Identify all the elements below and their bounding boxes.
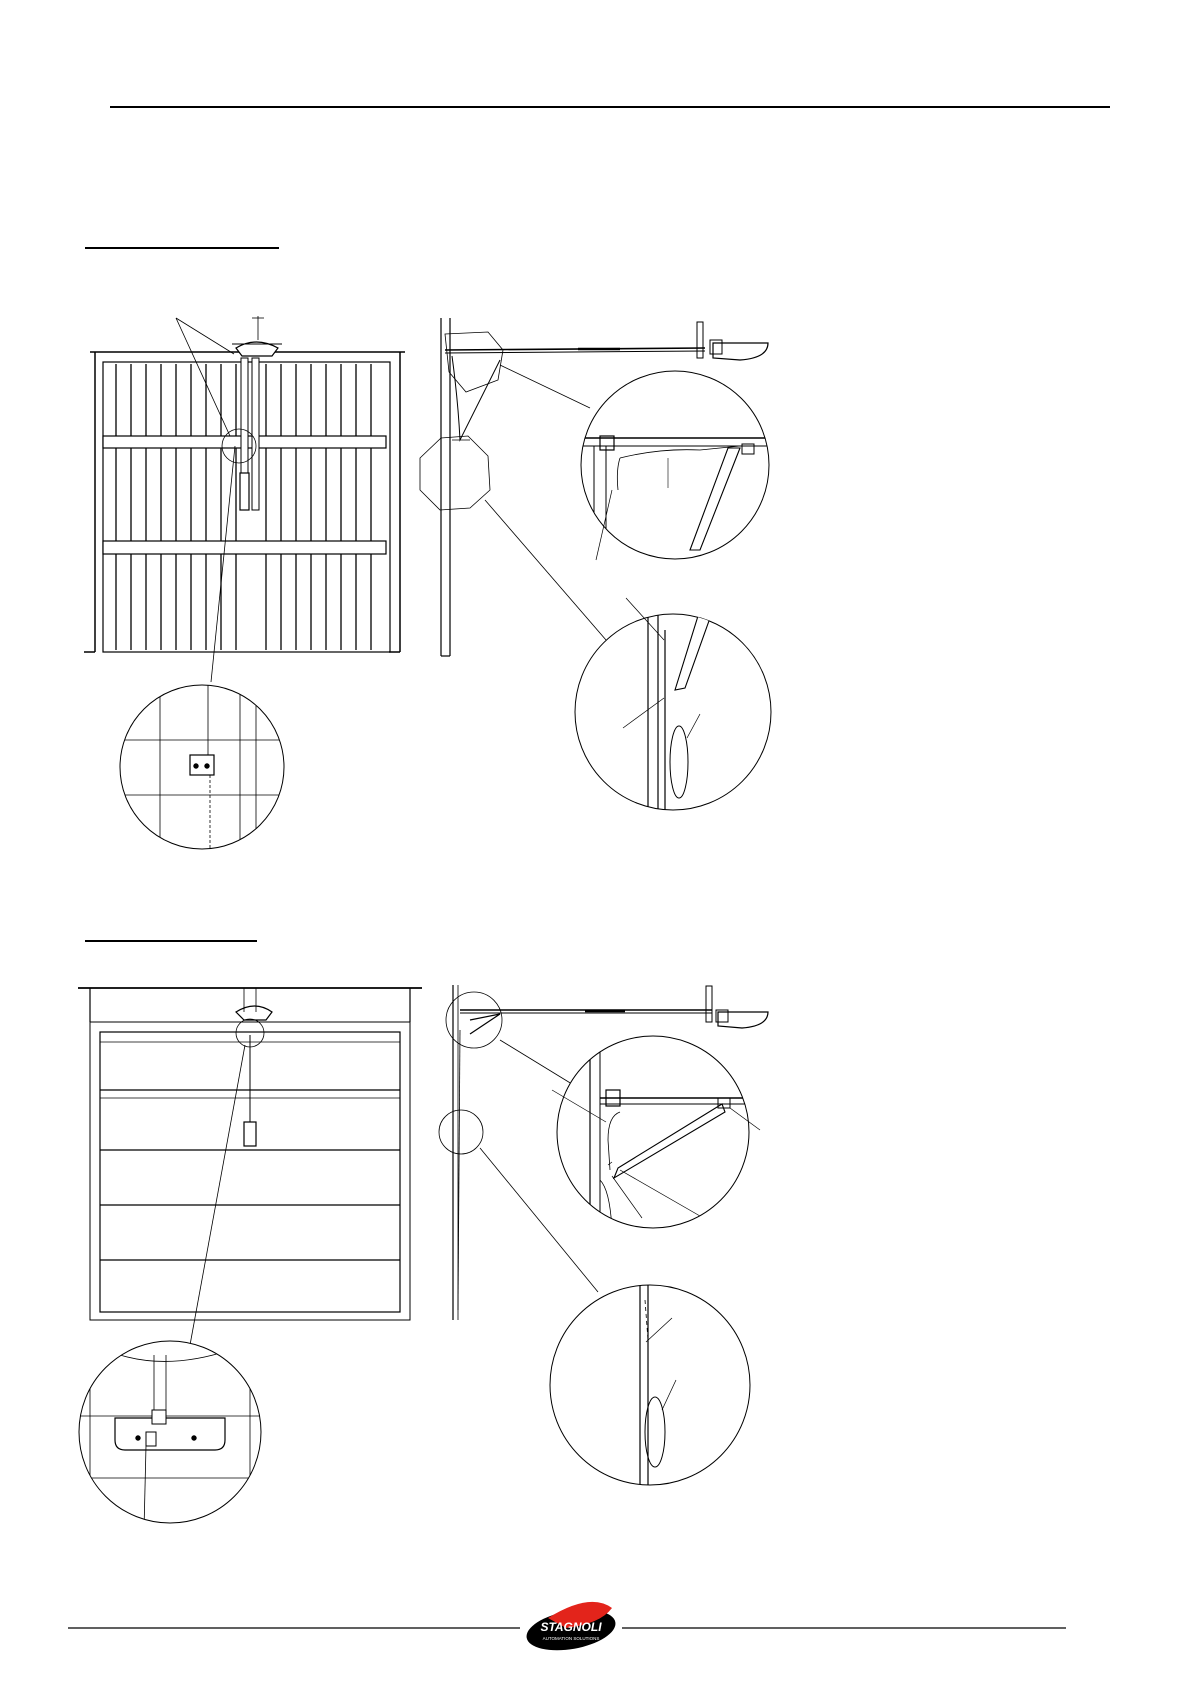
detail-circle-panel-arm-bottom [550,1280,750,1490]
detail-circle-arm-top [580,371,780,560]
footer [68,1602,1066,1657]
stagnoli-logo [523,1602,618,1657]
logo-brand: STAGNOLI [540,1620,602,1634]
front-view-slatted-door [84,316,405,682]
logo-tagline: AUTOMATION SOLUTIONS [542,1636,600,1641]
detail-circle-arm-bottom [575,598,771,820]
detail-circle-door-bracket [115,680,290,860]
front-view-panel-door [78,988,422,1345]
detail-circle-panel-arm-top [552,1030,760,1230]
detail-circle-panel-bracket [75,1330,270,1530]
